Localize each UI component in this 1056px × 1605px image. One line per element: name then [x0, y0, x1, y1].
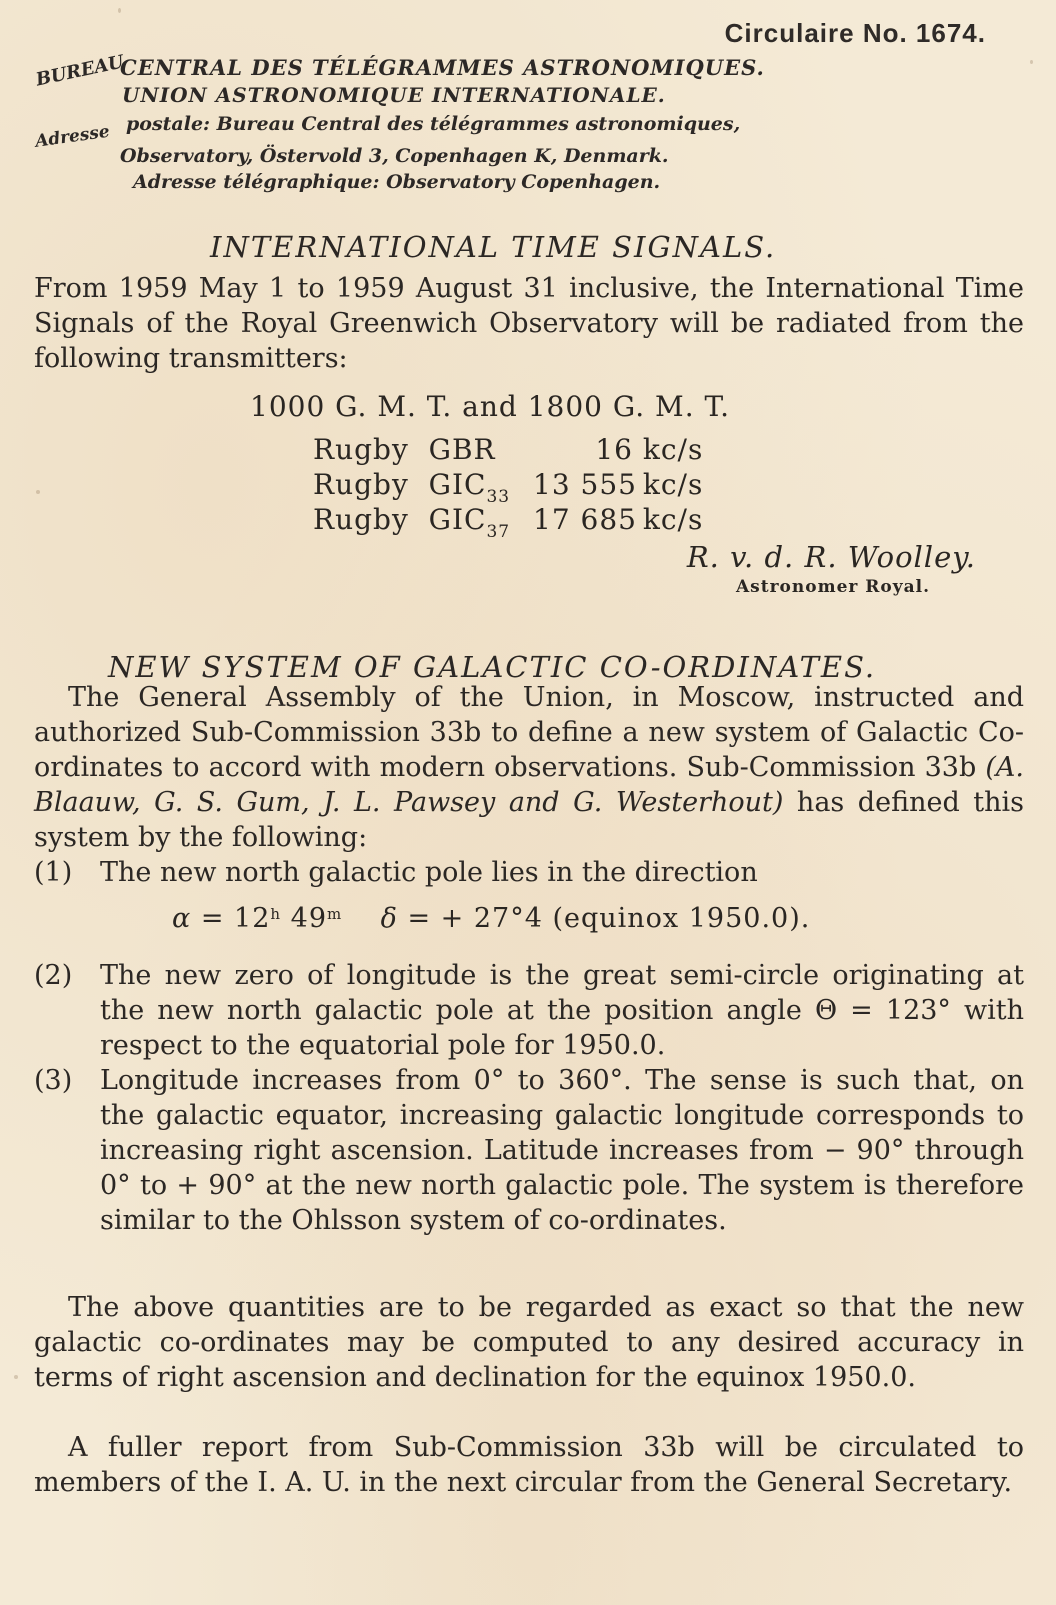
- galactic-intro: [34, 680, 1024, 855]
- section-title-time-signals: INTERNATIONAL TIME SIGNALS.: [210, 230, 777, 264]
- closing-paragraph-1: [34, 1290, 1024, 1395]
- minutes-unit: m: [327, 905, 343, 923]
- ra-minutes: 49: [281, 903, 328, 934]
- list-item-2: [34, 958, 1024, 1063]
- call-sign: GBR: [428, 433, 496, 466]
- frequency: 17 685: [533, 503, 637, 536]
- signature: R. v. d. R. Woolley.: [686, 540, 976, 574]
- circular-number: Circulaire No. 1674.: [724, 18, 986, 48]
- section-title-galactic: NEW SYSTEM OF GALACTIC CO-ORDINATES.: [108, 650, 877, 684]
- bureau-prefix: BUREAU: [34, 51, 126, 91]
- paper-speck: [36, 490, 40, 494]
- frequency: 13 555: [533, 468, 637, 501]
- frequency: 16: [595, 433, 633, 466]
- closing-text-1: The above quantities are to be regarded as exact so that the new galactic co-ordinates may be computed to any desired accuracy in terms of right ascension and declination for the equinox 1950.0.: [34, 1292, 1024, 1393]
- item-text: Longitude increases from 0° to 360°. The sense is such that, on the galactic equator, increasing galactic longitude corresponds to increasing right ascension. Latitude increases from − 90° through 0° to + 90° at the new north galactic pole. The system is therefore similar to the Ohlsson system of co-ordinates.: [100, 1065, 1024, 1236]
- item-number: (2): [34, 960, 73, 991]
- signature-title: Astronomer Royal.: [735, 577, 930, 597]
- ra-hours: = 12: [191, 903, 271, 934]
- call-sign: GIC: [428, 468, 487, 501]
- list-item-3: [34, 1063, 1024, 1238]
- item-number: (1): [34, 857, 73, 888]
- telegraph-address: Adresse télégraphique: Observatory Copenhagen.: [133, 171, 661, 193]
- hours-unit: h: [270, 905, 282, 923]
- galactic-intro-text: The General Assembly of the Union, in Moscow, instructed and authorized Sub-Commission 33b to define a new system of Galactic Co-ordinates to accord with modern observations. Sub-Commission 33b: [34, 682, 1024, 783]
- item-text: The new zero of longitude is the great semi-circle originating at the new north galactic pole at the position angle Θ = 123° with respect to the equatorial pole for 1950.0.: [100, 960, 1024, 1061]
- alpha-symbol: α: [172, 903, 192, 934]
- closing-paragraph-2: [34, 1430, 1024, 1500]
- postal-address-line1: postale: Bureau Central des télégrammes astronomiques,: [126, 113, 741, 135]
- postal-address-line2: Observatory, Östervold 3, Copenhagen K, Denmark.: [120, 145, 669, 167]
- call-sign-sub: 37: [486, 522, 511, 542]
- closing-text-2: A fuller report from Sub-Commission 33b will be circulated to members of the I. A. U. in the next circular from the General Secretary.: [34, 1432, 1024, 1498]
- frequency-unit: kc/s: [642, 433, 704, 466]
- union-title: UNION ASTRONOMIQUE INTERNATIONALE.: [122, 83, 666, 107]
- paper-speck: [1030, 60, 1033, 64]
- paper-speck: [118, 8, 121, 13]
- broadcast-times: 1000 G. M. T. and 1800 G. M. T.: [250, 390, 730, 423]
- frequency-unit: kc/s: [642, 468, 704, 501]
- frequency-unit: kc/s: [642, 503, 704, 536]
- transmitter-row: [313, 433, 703, 472]
- commission-members: (A. Blaauw, G. S. Gum, J. L. Pawsey and G. Westerhout): [34, 752, 1024, 818]
- postal-label: Adresse: [34, 121, 111, 152]
- delta-symbol: δ: [380, 903, 398, 934]
- call-sign-sub: 33: [486, 487, 511, 507]
- station-name: Rugby: [313, 468, 409, 501]
- galactic-intro-text-end: has defined this system by the following:: [34, 787, 1024, 853]
- transmitter-row: [313, 468, 703, 507]
- item-number: (3): [34, 1065, 73, 1096]
- bureau-title: CENTRAL DES TÉLÉGRAMMES ASTRONOMIQUES.: [120, 55, 765, 80]
- transmitter-row: [313, 503, 703, 542]
- time-signals-intro: From 1959 May 1 to 1959 August 31 inclusive, the International Time Signals of the Royal Greenwich Observatory will be radiated from the following transmitters:: [34, 273, 1024, 374]
- list-item-1: [34, 855, 1024, 890]
- station-name: Rugby: [313, 503, 409, 536]
- paper-speck: [14, 1375, 18, 1379]
- station-name: Rugby: [313, 433, 409, 466]
- item-text: The new north galactic pole lies in the direction: [100, 857, 758, 888]
- call-sign: GIC: [428, 503, 487, 536]
- declination: = + 27°4 (equinox 1950.0).: [397, 903, 811, 934]
- pole-coordinates-formula: [172, 903, 810, 934]
